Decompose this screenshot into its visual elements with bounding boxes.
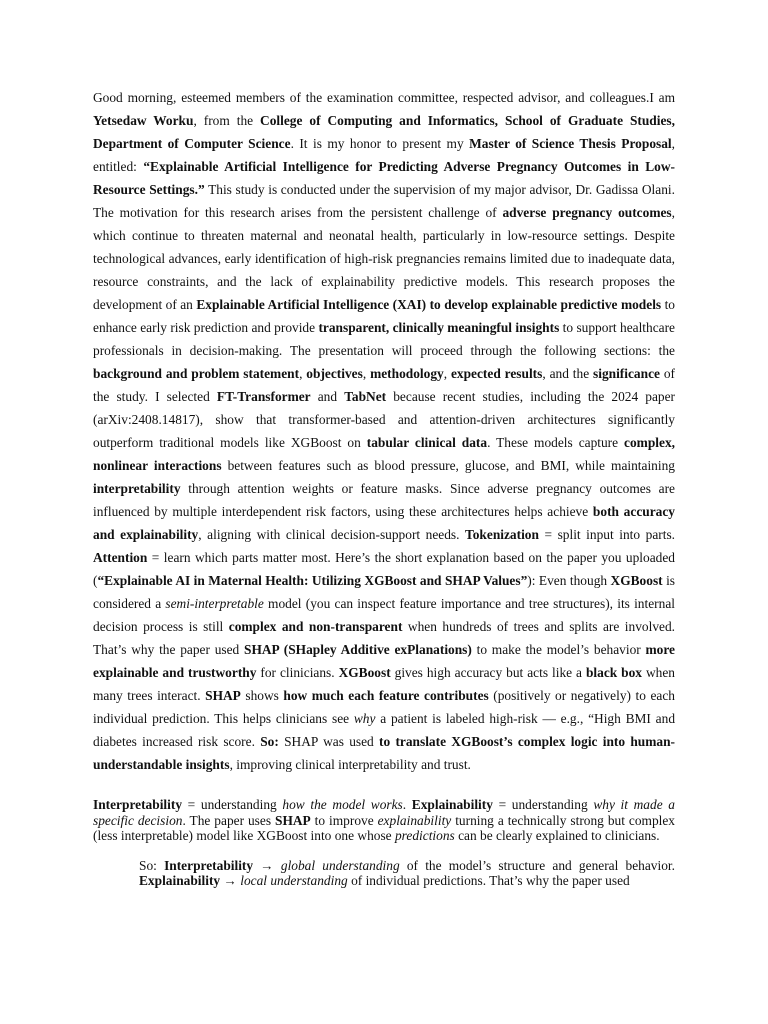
paragraph1-run: Good morning, esteemed members of the examination committee, respected advisor, and colleagues.I am <box>93 90 675 105</box>
definitions-paragraph <box>93 797 675 844</box>
paragraph1-run: , which continue to threaten maternal and neonatal health, particularly in low-resource settings. Despite technological advances, early identification of high-risk pregnancies remains limited due to inadequate data, resource constraints, and the lack of explainability predictive models. This research proposes the development of an <box>93 205 675 312</box>
paragraph1-run: to support healthcare professionals in decision-making. The presentation will proceed through the following sections: the <box>93 320 676 358</box>
paragraph1-run: because recent studies, including the 2024 paper (arXiv:2408.14817), show that transformer-based and attention-driven architectures significantly outperform traditional models like XGBoost on <box>93 389 676 450</box>
paragraph1-run: objectives <box>306 366 363 381</box>
paragraph1-run: XGBoost <box>338 665 391 680</box>
paragraph1-run: SHAP was used <box>278 734 380 749</box>
paragraph1-run: between features such as blood pressure, glucose, and BMI, while maintaining <box>221 458 675 473</box>
paragraph1-run: Attention <box>93 550 148 565</box>
paragraph1-run: both accuracy and explainability <box>93 504 675 542</box>
paragraph1-run: gives high accuracy but acts like a <box>390 665 586 680</box>
paragraph1-run: semi-interpretable <box>165 596 264 611</box>
paragraph1-run: Master of Science Thesis Proposal <box>469 136 672 151</box>
paragraph2-run: Interpretability <box>93 797 183 812</box>
paragraph1-run: “Explainable AI in Maternal Health: Utilizing XGBoost and SHAP Values” <box>97 573 528 588</box>
paragraph1-run: FT-Transformer <box>216 389 311 404</box>
paragraph1-run: , improving clinical interpretability and trust. <box>229 757 471 772</box>
paragraph1-run: and <box>310 389 345 404</box>
paragraph1-run: complex, nonlinear interactions <box>93 435 675 473</box>
summary-paragraph <box>139 858 675 889</box>
paragraph1-run: when hundreds of trees and splits are involved. That’s why the paper used <box>93 619 675 657</box>
paragraph1-run: “Explainable Artificial Intelligence for Predicting Adverse Pregnancy Outcomes in Low-Resource Settings.” <box>93 159 675 197</box>
paragraph1-run: TabNet <box>344 389 387 404</box>
paragraph1-run: more explainable and trustworthy <box>93 642 675 680</box>
paragraph2-run: SHAP <box>275 812 311 828</box>
paragraph3-run: of individual predictions. That’s why the paper used <box>347 873 630 889</box>
paragraph2-run: = understanding <box>492 797 594 812</box>
paragraph1-run: through attention weights or feature masks. Since adverse pregnancy outcomes are influenced by multiple interdependent risk factors, using these architectures helps achieve <box>93 481 675 519</box>
paragraph1-run: Yetsedaw Worku <box>93 113 194 128</box>
paragraph1-run: , <box>443 366 451 381</box>
paragraph1-run: black box <box>585 665 643 680</box>
paragraph1-run: expected results <box>450 366 543 381</box>
paragraph1-run: , entitled: <box>93 136 675 174</box>
paragraph1-run: for clinicians. <box>256 665 339 680</box>
paragraph2-run: Explainability <box>411 797 493 812</box>
paragraph1-run: model (you can inspect feature importance and tree structures), its internal decision process is still <box>93 596 675 634</box>
paragraph1-run: background and problem statement <box>93 366 300 381</box>
paragraph2-run: predictions <box>394 828 455 844</box>
paragraph1-run: methodology <box>370 366 444 381</box>
paragraph3-run: global understanding <box>280 857 400 873</box>
paragraph1-run: , <box>362 366 371 381</box>
paragraph1-run: (positively or negatively) to each individual prediction. This helps clinicians see <box>93 688 675 726</box>
paragraph1-run: to translate XGBoost’s complex logic into human-understandable insights <box>93 734 675 772</box>
paragraph2-run: can be clearly explained to clinicians. <box>454 828 660 844</box>
paragraph2-run: . The paper uses <box>182 812 275 828</box>
intro-paragraph <box>93 86 675 776</box>
paragraph2-run: to improve <box>310 812 378 828</box>
paragraph1-run: significance <box>593 366 660 381</box>
paragraph3-run <box>274 858 281 873</box>
paragraph1-run: tabular clinical data <box>366 435 488 450</box>
paragraph1-run: . These models capture <box>487 435 625 450</box>
paragraph1-run: , and the <box>542 366 594 381</box>
paragraph1-run: complex and non-transparent <box>228 619 403 634</box>
paragraph1-run: This study is conducted under the supervision of my major advisor, Dr. Gadissa Olani. The motivation for this research arises from the persistent challenge of <box>93 182 675 220</box>
paragraph2-run: = understanding <box>182 797 283 812</box>
paragraph1-run: a patient is labeled high-risk — e.g., “High BMI and diabetes increased risk score. <box>93 711 676 749</box>
paragraph1-run: . It is my honor to present my <box>290 136 470 151</box>
paragraph3-run: Explainability → <box>139 873 237 889</box>
paragraph1-run: Explainable Artificial Intelligence (XAI) to develop explainable predictive models <box>196 297 662 312</box>
paragraph1-run: to enhance early risk prediction and provide <box>93 297 675 335</box>
paragraph3-run: Interpretability → <box>164 857 274 873</box>
paragraph1-run: SHAP (SHapley Additive exPlanations) <box>244 642 472 657</box>
paragraph1-run: , from the <box>193 113 261 128</box>
paragraph1-run: how much each feature contributes <box>283 688 489 703</box>
paragraph1-run: shows <box>240 688 284 703</box>
paragraph3-run: of the model’s structure and general behavior. <box>399 857 675 873</box>
paragraph2-run: turning a technically strong but complex (less interpretable) model like XGBoost into one whose <box>93 812 675 844</box>
paragraph1-run: XGBoost <box>610 573 663 588</box>
paragraph1-run: SHAP <box>205 688 241 703</box>
paragraph1-run: transparent, clinically meaningful insights <box>318 320 560 335</box>
paragraph2-run: how the model works <box>282 797 403 812</box>
paragraph1-run: when many trees interact. <box>93 665 675 703</box>
paragraph2-run: . <box>402 797 412 812</box>
paragraph1-run: is considered a <box>93 573 676 611</box>
paragraph1-run: Tokenization <box>465 527 539 542</box>
paragraph1-run: , aligning with clinical decision-support needs. <box>198 527 466 542</box>
paragraph2-run: explainability <box>377 812 452 828</box>
paragraph1-run: = learn which parts matter most. Here’s the short explanation based on the paper you uploaded ( <box>93 550 675 588</box>
document-page <box>93 86 675 889</box>
paragraph1-run: to make the model’s behavior <box>471 642 646 657</box>
paragraph1-run: interpretability <box>93 481 181 496</box>
paragraph1-run: = split input into parts. <box>538 527 675 542</box>
paragraph1-run: ): Even though <box>527 573 611 588</box>
paragraph1-run: why <box>353 711 376 726</box>
paragraph1-run: of the study. I selected <box>93 366 675 404</box>
paragraph1-run: , <box>299 366 307 381</box>
paragraph1-run: So: <box>260 734 279 749</box>
paragraph1-run: College of Computing and Informatics, School of Graduate Studies, Department of Computer Science <box>93 113 675 151</box>
paragraph1-run: adverse pregnancy outcomes <box>502 205 672 220</box>
paragraph3-run: local understanding <box>240 873 348 889</box>
paragraph2-run: why it made a specific decision <box>93 797 675 828</box>
paragraph3-run: So: <box>139 857 165 873</box>
